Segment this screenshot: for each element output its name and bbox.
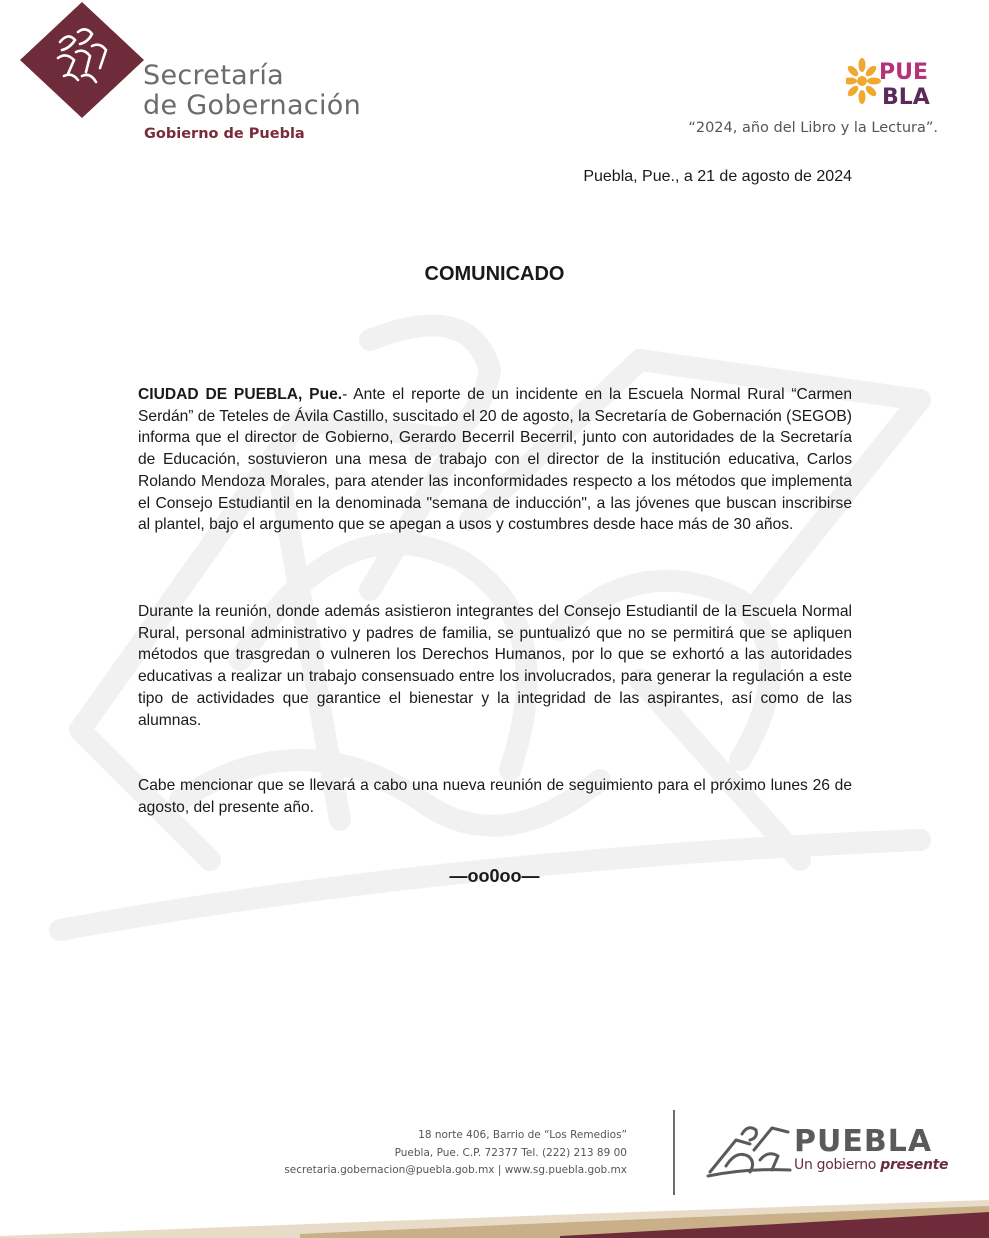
footer-contact-line: secretaria.gobernacion@puebla.gob.mx | www.sg.puebla.gob.mx <box>284 1164 627 1176</box>
footer-brand-tagline-prefix: Un gobierno <box>794 1157 881 1173</box>
paragraph-1-lead: CIUDAD DE PUEBLA, Pue. <box>138 386 343 403</box>
closing-mark: —oo0oo— <box>449 866 540 886</box>
secretaria-logo-emblem <box>20 2 144 118</box>
paragraph-3: Cabe mencionar que se llevará a cabo una nueva reunión de seguimiento para el próximo lunes 26 de agosto, del presente año. <box>138 777 852 816</box>
paragraph-2: Durante la reunión, donde además asistieron integrantes del Consejo Estudiantil de la Escuela Normal Rural, personal administrativo y padres de familia, se puntualizó que no se permitirá que se apliquen métodos que trasgredan o vulneren los Derechos Humanos, por lo que se exhortó a las autoridades educativas a realizar un trabajo consensuado entre los involucrados, para generar la regulación a este tipo de actividades que garantice el bienestar y la integridad de las aspirantes, así como de las alumnas. <box>138 603 852 729</box>
document-date: Puebla, Pue., a 21 de agosto de 2024 <box>583 168 852 185</box>
org-name-line2: de Gobernación <box>143 90 361 121</box>
puebla-brand-logo <box>846 55 938 107</box>
org-name-line1: Secretaría <box>143 60 284 91</box>
document-title: COMUNICADO <box>424 263 565 285</box>
svg-text:BLA: BLA <box>882 85 930 107</box>
footer-divider <box>673 1110 675 1195</box>
footer-color-band <box>0 1190 989 1238</box>
paragraph-1-text: - Ante el reporte de un incidente en la Escuela Normal Rural “Carmen Serdán” de Teteles de Ávila Castillo, suscitado el 20 de agosto, la Secretaría de Gobernación (SEGOB) informa que el director de Gobierno, Gerardo Becerril Becerril, junto con autoridades de la Secretaría de Educación, sostuvieron una mesa de trabajo con el director de la institución educativa, Carlos Rolando Mendoza Morales, para atender las inconformidades respecto a los métodos que implementa el Consejo Estudiantil en la denominada "semana de inducción", a las jóvenes que buscan inscribirse al plantel, bajo el argumento que se apegan a usos y costumbres desde hace más de 30 años. <box>138 386 852 534</box>
svg-text:PUE: PUE <box>879 60 929 85</box>
puebla-footer-emblem <box>706 1120 792 1178</box>
footer-brand-word: PUEBLA <box>794 1124 933 1159</box>
footer-address-line1: 18 norte 406, Barrio de “Los Remedios” <box>418 1129 627 1141</box>
footer-brand-tagline-emphasis: presente <box>880 1157 949 1173</box>
paragraph-1 <box>138 384 852 536</box>
footer-address-line2: Puebla, Pue. C.P. 72377 Tel. (222) 213 89 00 <box>394 1147 627 1159</box>
year-slogan: “2024, año del Libro y la Lectura”. <box>688 120 938 136</box>
org-subtitle: Gobierno de Puebla <box>144 126 305 142</box>
footer-brand-tagline <box>794 1157 948 1173</box>
